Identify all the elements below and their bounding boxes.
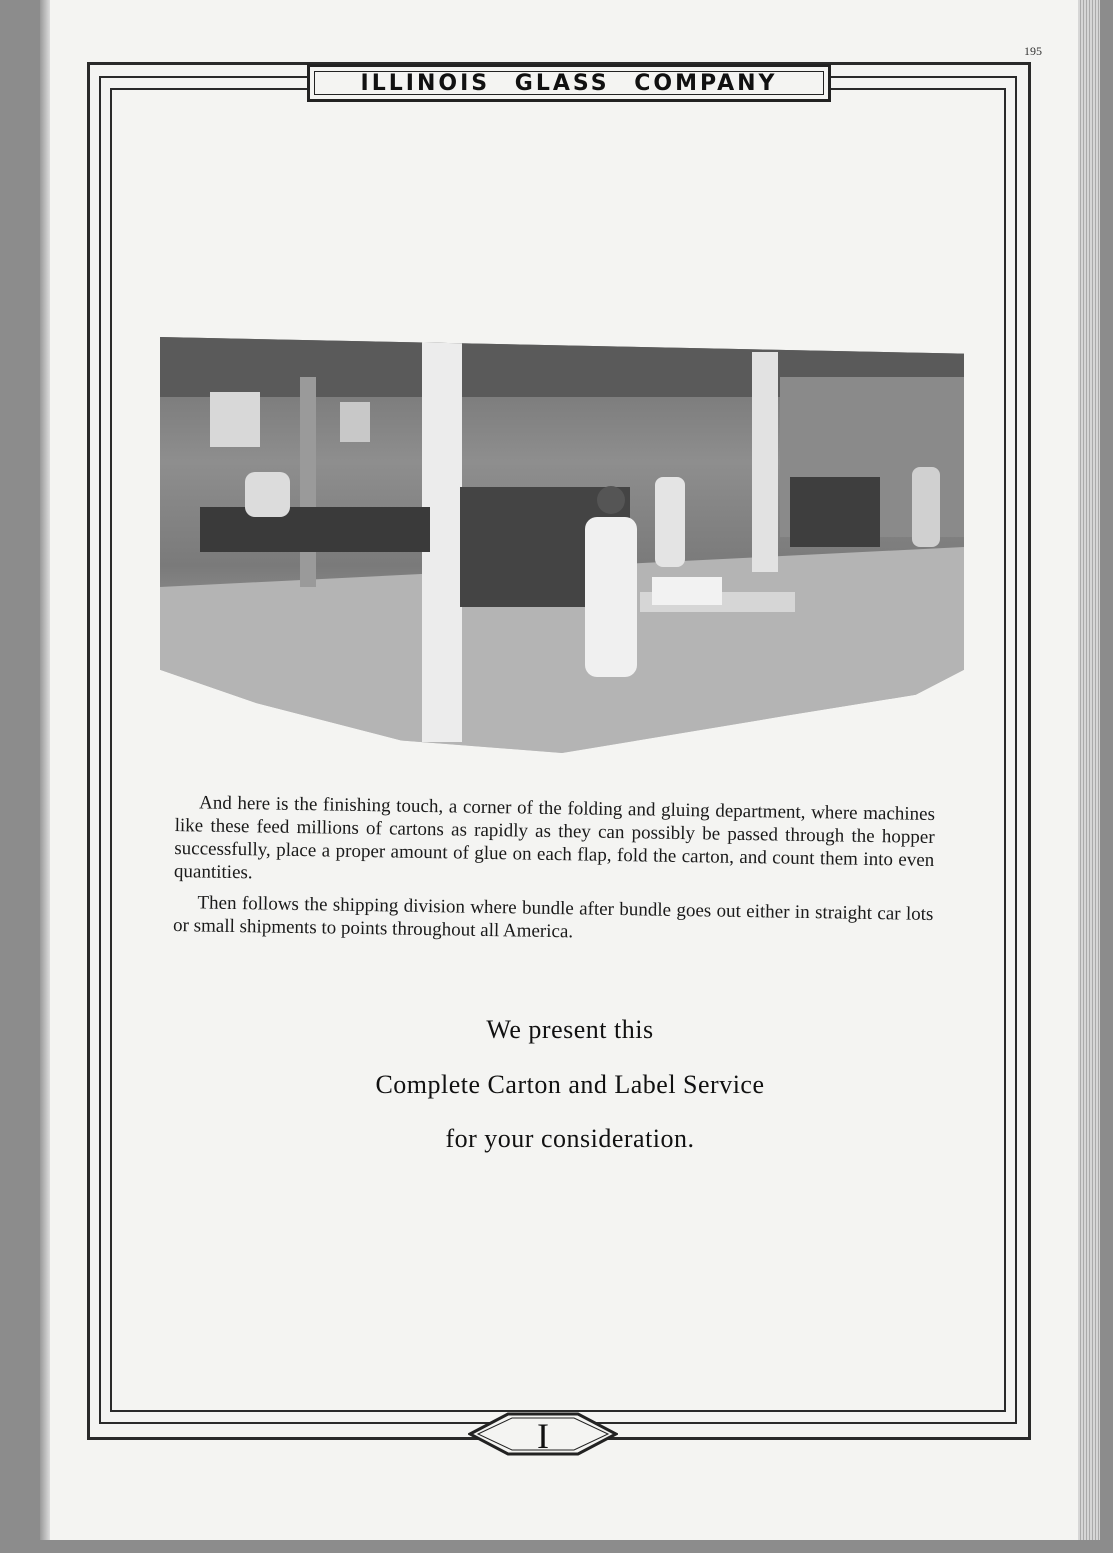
body-paragraph: Then follows the shipping division where bundle after bundle goes out either in straight car lots or small shipments to points throughout all America. xyxy=(172,892,934,943)
page-number: 195 xyxy=(1024,44,1042,58)
body-text xyxy=(173,791,935,957)
company-logo-diamond xyxy=(468,1410,618,1458)
worker-figure xyxy=(655,477,685,567)
worker-head xyxy=(597,486,625,514)
worker-figure xyxy=(585,517,637,677)
header-title: ILLINOIS GLASS COMPANY xyxy=(360,70,778,96)
body-paragraph: And here is the finishing touch, a corner of the folding and gluing department, where machines like these feed millions of cartons as rapidly as they can possibly be passed through the hopper successfully, place a proper amount of glue on each flap, fold the carton, and count them into even quantities. xyxy=(173,792,936,884)
worker-figure xyxy=(245,472,290,517)
machine-right xyxy=(790,477,880,547)
closing-line-3: for your consideration. xyxy=(445,1124,695,1153)
column xyxy=(752,352,778,572)
worker-figure xyxy=(912,467,940,547)
page-edge-left xyxy=(40,0,50,1540)
window xyxy=(340,402,370,442)
closing-line-2: Complete Carton and Label Service xyxy=(375,1070,765,1099)
logo-letter: I xyxy=(537,1416,549,1456)
column xyxy=(300,377,316,587)
factory-photograph xyxy=(160,337,964,753)
carton-stack xyxy=(652,577,722,605)
gluing-machine xyxy=(200,507,430,552)
header-plate xyxy=(307,64,831,102)
page-edge-right xyxy=(1078,0,1100,1540)
factory-photograph-illustration xyxy=(160,337,964,753)
window xyxy=(210,392,260,447)
closing-line-1: We present this xyxy=(486,1015,654,1044)
document-page xyxy=(40,0,1100,1540)
